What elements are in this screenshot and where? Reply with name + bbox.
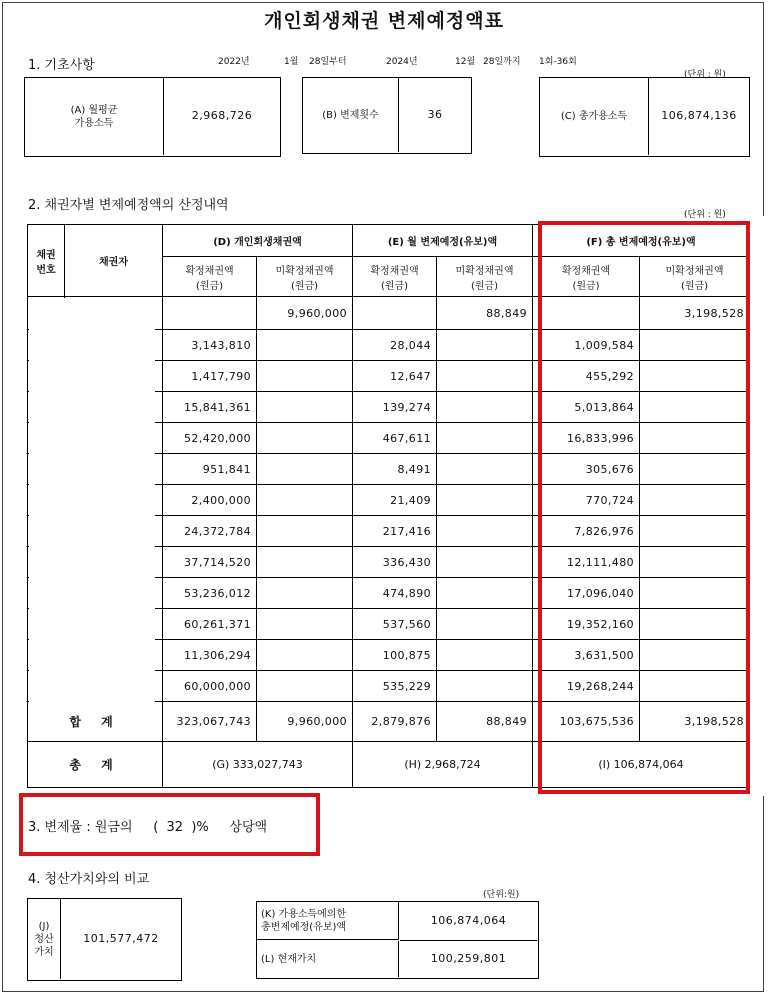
e-unconfirmed <box>437 671 533 702</box>
d-confirmed: 60,261,371 <box>163 609 257 640</box>
e-unconfirmed <box>437 361 533 392</box>
a-value: 2,968,726 <box>191 109 253 123</box>
f-confirmed: 17,096,040 <box>533 578 640 609</box>
f-confirmed: 5,013,864 <box>533 392 640 423</box>
period-start-year: 2022년 <box>218 57 250 67</box>
box-a <box>24 77 281 157</box>
d-confirmed: 11,306,294 <box>163 640 257 671</box>
e-confirmed: 21,409 <box>353 485 437 516</box>
f-confirmed: 12,111,480 <box>533 547 640 578</box>
e-unconfirmed <box>437 330 533 361</box>
header-e: (E) 월 변제예정(유보)액 <box>353 225 533 257</box>
e-unconfirmed <box>437 423 533 454</box>
k-value: 106,874,064 <box>400 902 537 941</box>
header-d-confirmed: 확정채권액 (원금) <box>163 257 257 297</box>
section1-unit: (단위 : 원) <box>684 70 726 80</box>
f-confirmed: 19,352,160 <box>533 609 640 640</box>
d-unconfirmed <box>257 547 353 578</box>
repayment-rate-text: 3. 변제율 : 원금의 ( 32 )% 상당액 <box>28 820 268 835</box>
d-confirmed: 52,420,000 <box>163 423 257 454</box>
a-label: (A) 월평균 가용소득 <box>25 78 164 155</box>
f-unconfirmed: 3,198,528 <box>640 297 750 330</box>
section2-heading: 2. 채권자별 변제예정액의 산정내역 <box>28 198 229 213</box>
highlight-f-column <box>538 221 750 794</box>
d-unconfirmed <box>257 640 353 671</box>
d-confirmed: 951,841 <box>163 454 257 485</box>
j-value: 101,577,472 <box>83 931 159 945</box>
c-label: (C) 총가용소득 <box>540 78 649 155</box>
e-confirmed: 12,647 <box>353 361 437 392</box>
d-unconfirmed <box>257 578 353 609</box>
d-confirmed: 37,714,520 <box>163 547 257 578</box>
e-confirmed: 336,430 <box>353 547 437 578</box>
d-unconfirmed <box>257 423 353 454</box>
header-f-confirmed: 확정채권액 (원금) <box>533 257 640 297</box>
period-start-month: 1월 <box>284 57 299 67</box>
e-confirmed: 537,560 <box>353 609 437 640</box>
d-confirmed: 2,400,000 <box>163 485 257 516</box>
right-clip <box>748 216 764 796</box>
d-unconfirmed <box>257 485 353 516</box>
d-unconfirmed <box>257 609 353 640</box>
sum-label: 합 계 <box>28 702 163 742</box>
e-unconfirmed: 88,849 <box>437 297 533 330</box>
d-confirmed: 60,000,000 <box>163 671 257 702</box>
box-b <box>302 77 472 154</box>
e-confirmed: 100,875 <box>353 640 437 671</box>
section1-heading: 1. 기초사항 <box>28 58 95 73</box>
total-h: (H) 2,968,724 <box>353 742 533 788</box>
e-confirmed: 139,274 <box>353 392 437 423</box>
sum-f-confirmed: 103,675,536 <box>533 702 640 742</box>
f-confirmed: 19,268,244 <box>533 671 640 702</box>
l-label: (L) 현재가치 <box>257 941 399 977</box>
l-value: 100,259,801 <box>430 951 507 965</box>
header-f-unconfirmed: 미확정채권액 (원금) <box>640 257 750 297</box>
total-g: (G) 333,027,743 <box>163 742 353 788</box>
e-confirmed: 535,229 <box>353 671 437 702</box>
total-i: (I) 106,874,064 <box>533 742 750 788</box>
box-c <box>539 77 750 157</box>
f-confirmed: 1,009,584 <box>533 330 640 361</box>
e-confirmed <box>353 297 437 330</box>
total-label: 총 계 <box>28 742 163 788</box>
d-unconfirmed <box>257 330 353 361</box>
box-kl <box>256 901 539 979</box>
document-title: 개인회생채권 변제예정액표 <box>264 10 504 32</box>
header-d: (D) 개인회생채권액 <box>163 225 353 257</box>
f-confirmed: 305,676 <box>533 454 640 485</box>
d-confirmed: 24,372,784 <box>163 516 257 547</box>
d-unconfirmed <box>257 361 353 392</box>
d-unconfirmed <box>257 671 353 702</box>
f-confirmed: 770,724 <box>533 485 640 516</box>
b-label: (B) 변제횟수 <box>303 78 399 152</box>
section4-heading: 4. 청산가치와의 비교 <box>28 872 150 887</box>
sum-f-unconfirmed: 3,198,528 <box>640 702 750 742</box>
f-confirmed: 7,826,976 <box>533 516 640 547</box>
f-confirmed: 16,833,996 <box>533 423 640 454</box>
period-rounds: 1회-36회 <box>539 57 577 67</box>
f-confirmed: 455,292 <box>533 361 640 392</box>
e-unconfirmed <box>437 547 533 578</box>
e-unconfirmed <box>437 392 533 423</box>
e-confirmed: 28,044 <box>353 330 437 361</box>
e-confirmed: 217,416 <box>353 516 437 547</box>
e-confirmed: 474,890 <box>353 578 437 609</box>
e-confirmed: 8,491 <box>353 454 437 485</box>
period-end-day: 28일까지 <box>483 57 521 67</box>
period-end-year: 2024년 <box>386 57 418 67</box>
e-confirmed: 467,611 <box>353 423 437 454</box>
d-confirmed: 1,417,790 <box>163 361 257 392</box>
sum-e-confirmed: 2,879,876 <box>353 702 437 742</box>
header-d-unconfirmed: 미확정채권액 (원금) <box>257 257 353 297</box>
header-e-confirmed: 확정채권액 (원금) <box>353 257 437 297</box>
d-unconfirmed <box>257 516 353 547</box>
period-start-day: 28일부터 <box>309 57 347 67</box>
d-confirmed: 53,236,012 <box>163 578 257 609</box>
e-unconfirmed <box>437 640 533 671</box>
d-unconfirmed <box>257 454 353 485</box>
sum-d-confirmed: 323,067,743 <box>163 702 257 742</box>
sum-e-unconfirmed: 88,849 <box>437 702 533 742</box>
header-creditor-no: 채권 번호 <box>28 225 65 297</box>
e-unconfirmed <box>437 516 533 547</box>
section2-unit: (단위 : 원) <box>684 210 726 220</box>
e-unconfirmed <box>437 578 533 609</box>
d-confirmed <box>163 297 257 330</box>
d-unconfirmed: 9,960,000 <box>257 297 353 330</box>
header-f: (F) 총 변제예정(유보)액 <box>533 225 750 257</box>
d-unconfirmed <box>257 392 353 423</box>
f-confirmed: 3,631,500 <box>533 640 640 671</box>
c-value: 106,874,136 <box>661 109 737 123</box>
e-unconfirmed <box>437 609 533 640</box>
section4-unit: (단위:원) <box>483 890 520 900</box>
d-confirmed: 15,841,361 <box>163 392 257 423</box>
header-creditor: 채권자 <box>65 225 163 297</box>
k-label: (K) 가용소득에의한 총변제예정(유보)액 <box>257 902 399 940</box>
redacted-creditor-area <box>29 298 155 711</box>
period-end-month: 12월 <box>455 57 476 67</box>
e-unconfirmed <box>437 485 533 516</box>
j-label: (J) 청산 가치 <box>28 899 61 979</box>
d-confirmed: 3,143,810 <box>163 330 257 361</box>
e-unconfirmed <box>437 454 533 485</box>
box-j <box>27 898 182 981</box>
b-value: 36 <box>427 107 443 121</box>
sum-d-unconfirmed: 9,960,000 <box>257 702 353 742</box>
header-e-unconfirmed: 미확정채권액 (원금) <box>437 257 533 297</box>
